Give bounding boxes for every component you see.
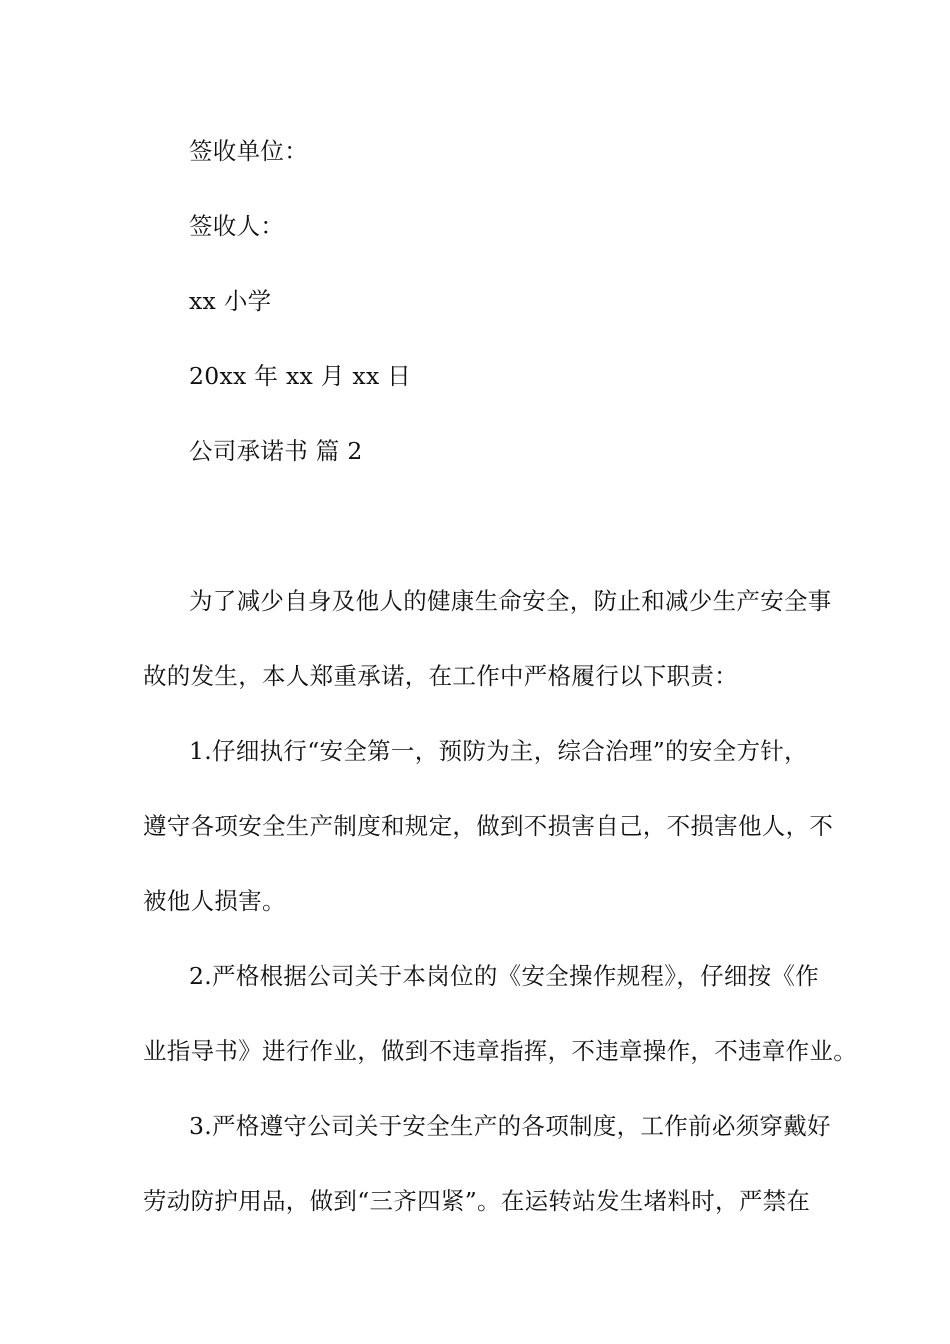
paragraph-line: 为了减少自身及他人的健康生命安全，防止和减少生产安全事 [189, 587, 832, 615]
paragraph-line: 劳动防护用品，做到“三齐四紧”。在运转站发生堵料时，严禁在 [143, 1187, 811, 1215]
paragraph-line: 1.仔细执行“安全第一，预防为主，综合治理”的安全方针， [189, 737, 808, 765]
paragraph-line: 2.严格根据公司关于本岗位的《安全操作规程》，仔细按《作 [189, 962, 820, 990]
paragraph-line: 故的发生，本人郑重承诺，在工作中严格履行以下职责： [143, 662, 738, 690]
paragraph-line: 被他人损害。 [143, 887, 286, 915]
signing-unit-label: 签收单位： [189, 137, 308, 165]
signer-label: 签收人： [189, 212, 285, 240]
section-title: 公司承诺书 篇 2 [189, 437, 363, 465]
document-date: 20xx 年 xx 月 xx 日 [189, 362, 412, 390]
paragraph-line: 业指导书》进行作业，做到不违章指挥，不违章操作，不违章作业。 [143, 1037, 857, 1065]
paragraph-line: 遵守各项安全生产制度和规定，做到不损害自己，不损害他人，不 [143, 812, 834, 840]
school-name: xx 小学 [189, 287, 272, 315]
paragraph-line: 3.严格遵守公司关于安全生产的各项制度，工作前必须穿戴好 [189, 1112, 831, 1140]
